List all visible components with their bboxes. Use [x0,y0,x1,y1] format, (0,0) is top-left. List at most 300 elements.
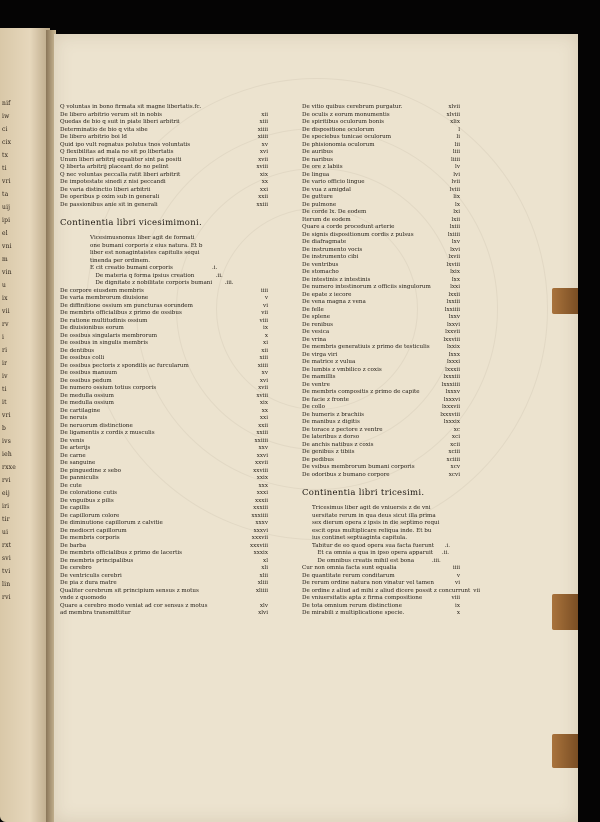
toc-entry-number: xiiii [257,126,268,133]
previous-page-text-fragment: iv [2,373,8,380]
toc-entry-title: Q nec voluntas peccalla ratit liberi arbitrit [60,171,181,178]
toc-entry [302,119,460,127]
toc-entry [60,164,268,172]
section-heading: Continentia libri tricesimi. [302,488,425,498]
previous-page-text-fragment: ri [2,347,8,354]
toc-entry [302,149,460,157]
toc-entry-number: xciii [448,449,460,455]
toc-entry [302,419,460,427]
toc-entry [60,112,268,120]
toc-entry-title: De intestinis z intestinis [302,276,371,283]
toc-entry-number: xvii [258,385,268,391]
toc-entry-number: lx [455,201,460,208]
toc-entry-title: De dispositione oculorum [302,126,375,133]
previous-page-text-fragment: lin [2,581,11,588]
toc-entry-number: xiiii [257,362,268,369]
toc-entry [60,333,268,341]
previous-page-text-fragment: ci [2,126,8,133]
toc-entry-title: De numero ossium totius corporis [60,385,157,391]
toc-entry-title: De vua z amigdal [302,186,351,193]
toc-entry-title: De auribus [302,149,334,155]
toc-entry-title: De vesica [302,329,330,335]
toc-entry-title: ad membra transmittitur [60,610,131,616]
toc-entry-title: De arterijs [60,445,91,451]
toc-entry-number: lxxxi [446,359,460,365]
toc-entry [302,127,460,135]
toc-entry-number: lxxxvi [443,396,460,403]
toc-entry-number: viii [451,595,460,601]
toc-entry [60,445,268,453]
toc-entry [60,565,268,573]
toc-entry-title: De ossibus pedum [60,377,112,384]
toc-entry [302,367,460,375]
toc-entry [302,587,481,596]
toc-entry-number: xx [261,407,268,414]
toc-entry-title: De libero arbitrio verum sit in nobis [60,111,162,118]
toc-entry-number: xxxii [254,497,268,504]
toc-entry-title: De quantitate rerum conditarum [302,572,395,579]
toc-entry [60,318,268,326]
toc-entry [60,295,268,303]
toc-entry-number: xxxviii [250,542,268,549]
toc-entry [302,164,460,172]
previous-page-text-fragment: cix [2,139,12,146]
toc-entry-number: xc [453,426,460,433]
toc-entry-title: De ventre [302,381,330,388]
toc-entry-title: De varia distinctio liberi arbitrii [60,186,151,193]
toc-entry [60,408,268,416]
toc-entry-number: lxxxix [443,419,460,425]
toc-entry-number: xv [261,370,268,376]
toc-entry-number: vi [455,580,460,586]
toc-entry-title: De pinguedine z sebo [60,467,121,474]
toc-entry [302,359,460,367]
toc-entry-number: lxxiiii [444,306,460,313]
toc-entry [60,588,268,596]
toc-entry [60,520,268,528]
toc-entry-number: xix [259,400,268,406]
toc-entry [60,505,268,513]
toc-entry [60,149,268,157]
toc-entry [302,104,460,112]
toc-entry-number: xxii [258,194,268,200]
toc-entry [302,352,460,360]
toc-entry-number: xlvii [448,104,460,110]
toc-entry-title: Unum liberi arbitrij equaliter sint pa positi [60,156,182,163]
toc-entry-title: De cute [60,482,82,489]
toc-entry [302,209,460,217]
toc-entry [60,573,268,581]
toc-entry [60,513,268,521]
toc-entry [60,468,268,476]
toc-entry [302,157,460,165]
toc-entry-number: xlix [450,119,460,125]
toc-entry-number: lxvi [450,246,460,253]
toc-entry-number: xxv [258,445,268,451]
previous-page-text-fragment: vin [2,269,12,276]
toc-entry [302,217,460,225]
toc-entry-number: lxxi [450,284,460,290]
intro-line: one bumani corporis z eius natura. Et b [90,242,203,249]
toc-entry [302,277,460,285]
toc-entry [302,172,460,180]
toc-entry [302,565,460,573]
previous-page-text-fragment: ti [2,165,7,172]
toc-entry-number: lxxvii [445,329,460,335]
toc-entry-number: lxv [451,239,460,245]
toc-entry-title: De carne [60,452,86,459]
previous-page-text-fragment: m [2,256,8,263]
toc-entry-number: lviii [449,186,460,193]
toc-entry-title: De anchis natibus z coxis [302,441,374,448]
toc-entry-title: De corde lx. De eodem [302,209,367,215]
previous-page-text-fragment: nif [2,100,11,107]
intro-line: De materia q forma ipsius creation .ii. [90,272,223,279]
toc-entry-number: iiii [452,565,460,571]
toc-entry-title: Quedas de bio q suit in piate liberi arbitrii [60,119,180,125]
toc-entry-number: xx [261,179,268,185]
toc-entry-number: vi [263,302,268,309]
toc-entry-number: lxxxiii [443,374,460,380]
previous-page-text-fragment: rxxe [2,464,16,471]
toc-entry [60,134,268,142]
toc-entry-title: De ventriculis cerebri [60,572,122,579]
toc-entry-title: Qualiter cerebrum sit principium sensus z motus [60,587,199,594]
toc-entry-number: lxxxii [445,366,460,373]
toc-entry [60,498,268,506]
toc-entry-number: xii [261,111,268,118]
toc-entry [302,442,460,450]
previous-page-text-fragment: eij [2,490,10,497]
toc-entry-title: De ore z labiis [302,164,343,170]
toc-entry-number: lxxix [446,344,460,350]
toc-entry-title: De coloratione cutis [60,490,117,496]
toc-entry [60,142,268,150]
toc-entry-title: De rerum ordine natura non vinatur vel tamen [302,580,434,586]
toc-entry-title: De ossibus colli [60,355,105,361]
toc-entry-title: De naribus [302,156,334,163]
toc-entry-title: De lateribus z dorso [302,434,360,440]
toc-entry-number: xcvi [448,471,460,478]
toc-entry-title: De phisionomia oculorum [302,141,375,148]
toc-entry-title: De ossibus in singulis membris [60,340,148,346]
toc-entry [302,179,460,187]
toc-entry-number: xviii [256,392,268,399]
toc-entry-number: xci [451,434,460,440]
toc-entry-title: vnde z quomodo [60,595,107,601]
toc-entry-number: x [264,332,268,339]
toc-entry-number: xxxix [253,550,268,556]
toc-entry [302,603,460,611]
toc-entry-title: De varia membrorum diuisione [60,295,149,301]
previous-page-text-fragment: tir [2,516,10,523]
toc-entry-title: De dentibus [60,347,95,354]
intro-line: De omnibus creatis mihil est bona .iii. [312,557,441,564]
toc-entry [60,558,268,566]
toc-entry [302,142,460,150]
toc-entry-title: De manibus z digitis [302,419,360,425]
toc-entry [60,157,268,165]
toc-entry-number: xcii [450,441,460,448]
toc-entry-number: xxxvi [253,527,268,534]
toc-entry-title: De mirabili z multiplicatione specie. [302,610,405,616]
toc-entry-title: De gutture [302,194,333,200]
toc-entry-title: Q flexibilitas ad mala no sit po libertatis [60,149,174,155]
toc-entry [302,299,460,307]
toc-entry [302,202,460,210]
toc-entry-title: De ossibus manuum [60,370,118,376]
toc-entry [302,344,460,352]
toc-entry-title: De impotestate sinedi z nisi peccandi [60,179,166,185]
toc-entry [60,415,268,423]
toc-entry-title: De membris officialibus z primo de ossibus [60,310,182,316]
toc-entry-title: De ligamentis z cordis z musculis [60,430,155,436]
intro-line: Tabitur de eo quod opera sua facta fuerunt .i. [312,542,450,549]
toc-entry-number: xxi [259,186,268,193]
toc-entry-title: De cerebro [60,565,92,571]
toc-entry-number: xxiii [256,201,268,208]
toc-entry [60,370,268,378]
toc-entry [302,472,460,480]
toc-entry-title: De stomacho [302,269,339,275]
toc-entry-title: De collo [302,404,326,410]
toc-entry [302,224,460,232]
toc-entry [60,438,268,446]
toc-entry-title: De diffinitione ossium sm puncturas eorundem [60,302,193,309]
toc-entry [60,179,268,187]
toc-entry-title: De pedibus [302,456,334,463]
toc-entry-number: xiii [259,355,268,361]
toc-entry [302,112,460,120]
toc-entry-number: lxxxv [445,389,460,395]
previous-page-text-fragment: ieh [2,451,12,458]
toc-entry-number: xv [261,141,268,148]
section-heading: Continentia libri vicesimimoni. [60,218,203,228]
toc-entry [302,322,460,330]
toc-entry [302,262,460,270]
toc-entry-title: De instrumento vocis [302,246,363,253]
previous-page-text-fragment: tx [2,152,9,159]
previous-page-text-fragment: ti [2,386,7,393]
toc-entry-number: lxiii [449,224,460,230]
toc-entry [302,427,460,435]
toc-entry-number: xii [261,347,268,354]
toc-entry-title: De mediocri capillorum [60,527,127,534]
toc-entry-title: De matrice z vulua [302,359,356,365]
toc-entry-title: De tota omnium rerum distinctione [302,602,402,609]
intro-line: ius continet septuaginta capitula. [312,535,407,541]
toc-entry-number: xxii [258,422,268,429]
page-tab-marker [552,734,578,768]
previous-page-text-fragment: ui [2,529,9,536]
toc-entry [60,610,268,618]
toc-entry-title: De lumbis z vmbilico z coxis [302,366,382,373]
toc-entry-title: De membris compositis z primo de capite [302,389,420,395]
previous-page-text-fragment: svi [2,555,11,562]
toc-entry [60,378,268,386]
toc-entry [60,430,268,438]
toc-entry-number: lii [454,141,460,148]
toc-entry-number: xxxiii [253,505,268,511]
toc-entry [302,610,460,618]
toc-entry-title: De virga viri [302,351,338,358]
toc-entry-title: De diminutione capillorum z calvitie [60,520,163,526]
toc-entry [60,194,268,202]
toc-entry-number: xxviii [253,467,268,474]
toc-entry-title: De capillorum colore [60,512,120,519]
toc-entry [60,187,268,195]
toc-entry [60,288,268,296]
toc-entry-title: De renibus [302,321,334,328]
toc-entry-title: De vniuersitatis apta z firma compositione [302,595,423,601]
toc-entry-number: viii [259,317,268,324]
toc-entry-title: Q voluntas in bono firmata sit magne libertatis.fc. [60,104,202,110]
toc-entry [302,412,460,420]
toc-entry-title: De corpore eiusdem membris [60,287,144,294]
toc-entry [302,254,460,262]
previous-page-text-fragment: tvi [2,568,11,575]
toc-entry-title: De operibus p oxim sub in generali [60,194,160,200]
toc-entry [302,314,460,322]
toc-entry [302,397,460,405]
toc-entry-number: ix [263,325,268,331]
toc-entry-number: lxxviii [443,336,460,343]
toc-entry-number: l [458,126,460,133]
toc-entry-number: xlvi [258,610,268,616]
toc-entry [60,385,268,393]
toc-entry-title: De panniculis [60,475,99,481]
toc-entry-number: xl [263,557,268,564]
toc-entry-number: v [264,295,268,301]
previous-page-text-fragment: ivs [2,438,11,445]
toc-entry-title: De barba [60,542,87,549]
toc-entry-number: xxiii [256,430,268,436]
intro-line: Tricesimus liber agit de vniuersis z de vni [312,505,431,511]
toc-entry [302,187,460,195]
toc-entry-number: xxiiii [254,437,268,444]
toc-entry [60,202,268,210]
toc-entry-number: xxvi [256,452,268,459]
toc-entry-title: De libero arbitrio boi ld [60,134,127,140]
toc-entry-number: xcv [450,464,460,470]
toc-entry-number: x [456,610,460,616]
previous-page-text-fragment: i [2,334,5,341]
toc-entry [60,393,268,401]
toc-entry-number: lxix [450,269,460,275]
toc-entry-number: vii [261,310,268,316]
toc-entry-title: De ordine z aliud ad mihi z aliud dicere possit z concurrunt [302,587,471,594]
previous-page-text-fragment: vri [2,178,11,185]
toc-entry-title: De membris officialibus z primo de lacertis [60,550,183,556]
toc-entry-number: xxxv [255,520,268,526]
toc-entry [60,528,268,536]
previous-page-text-fragment: rvi [2,477,11,484]
toc-entry-number: xxxiiii [251,512,268,519]
toc-entry [60,490,268,498]
toc-entry [302,232,460,240]
toc-entry-number: lxxxvii [442,404,460,410]
toc-entry-number [265,595,268,603]
toc-entry [60,172,268,180]
toc-entry-number: xvii [258,156,268,163]
toc-entry [60,127,268,135]
toc-entry-number: lxxxiiii [441,381,460,388]
toc-entry-title: De pulmone [302,201,337,208]
toc-entry-title: De vrina [302,336,327,343]
toc-entry-number: lvii [451,179,460,185]
toc-entry [302,595,460,603]
toc-entry [302,134,460,142]
previous-page-text-fragment: uij [2,204,11,211]
toc-entry [302,329,460,337]
toc-entry-number: xvi [259,377,268,384]
toc-entry-title: De cartilagine [60,407,101,414]
toc-entry [60,340,268,348]
toc-entry-title: De genibus z tibiis [302,449,355,455]
toc-entry [60,400,268,408]
toc-entry-number: v [456,572,460,579]
toc-entry-title: De pia z dura matre [60,580,117,586]
toc-entry [302,580,460,588]
toc-entry [302,284,460,292]
previous-page-edge [0,28,50,822]
previous-page-text-fragment: vni [2,243,12,250]
toc-entry-number: xxxi [256,490,268,496]
toc-entry-title: De torace z pectore z ventre [302,426,383,433]
previous-page-text-fragment: rvi [2,594,11,601]
toc-entry-number: vii [473,587,481,594]
toc-entry-title: De splene [302,314,331,320]
previous-page-text-fragment: el [2,230,8,237]
toc-entry [60,460,268,468]
toc-entry [302,292,460,300]
toc-entry-number: lxxxviii [440,411,460,418]
toc-entry-title: De diuisionibus eorum [60,325,124,331]
toc-entry-number: lv [455,164,460,170]
toc-entry-title: De speciebus tunicae oculorum [302,134,392,140]
toc-entry-number: xliiii [255,587,268,594]
toc-entry [60,303,268,311]
toc-entry [60,355,268,363]
toc-entry-number: xviii [256,164,268,170]
toc-entry-number: xli [261,565,268,571]
toc-entry [302,389,460,397]
toc-entry-number: liiii [451,156,460,163]
toc-entry [302,573,460,581]
toc-entry-number: xiii [259,119,268,125]
intro-line: Vicesimusnonus liber agit de formati [90,235,195,241]
toc-entry-title: Cur non omnia facta sunt equalia [302,565,397,571]
toc-entry-number: xciiii [446,456,460,463]
toc-entry [302,337,460,345]
toc-entry-title: De vena magna z vena [302,299,366,305]
toc-entry [302,239,460,247]
toc-entry [302,464,460,472]
intro-line: uersitate rerum in qua deus sicut illa prima [312,512,436,519]
toc-entry-title: De membris corporis [60,535,120,541]
toc-entry-number: li [456,134,460,140]
toc-entry-title: De capillis [60,505,90,511]
toc-entry [60,543,268,551]
toc-entry [60,310,268,318]
previous-page-text-fragment: u [2,282,7,289]
toc-entry [302,269,460,277]
intro-line: tinenda per ordinem. [90,257,150,264]
toc-entry [60,580,268,588]
toc-entry-number: xvi [259,149,268,155]
toc-entry-title: De ratione multitudinis ossium [60,317,148,324]
toc-entry-title: De lingua [302,171,330,178]
